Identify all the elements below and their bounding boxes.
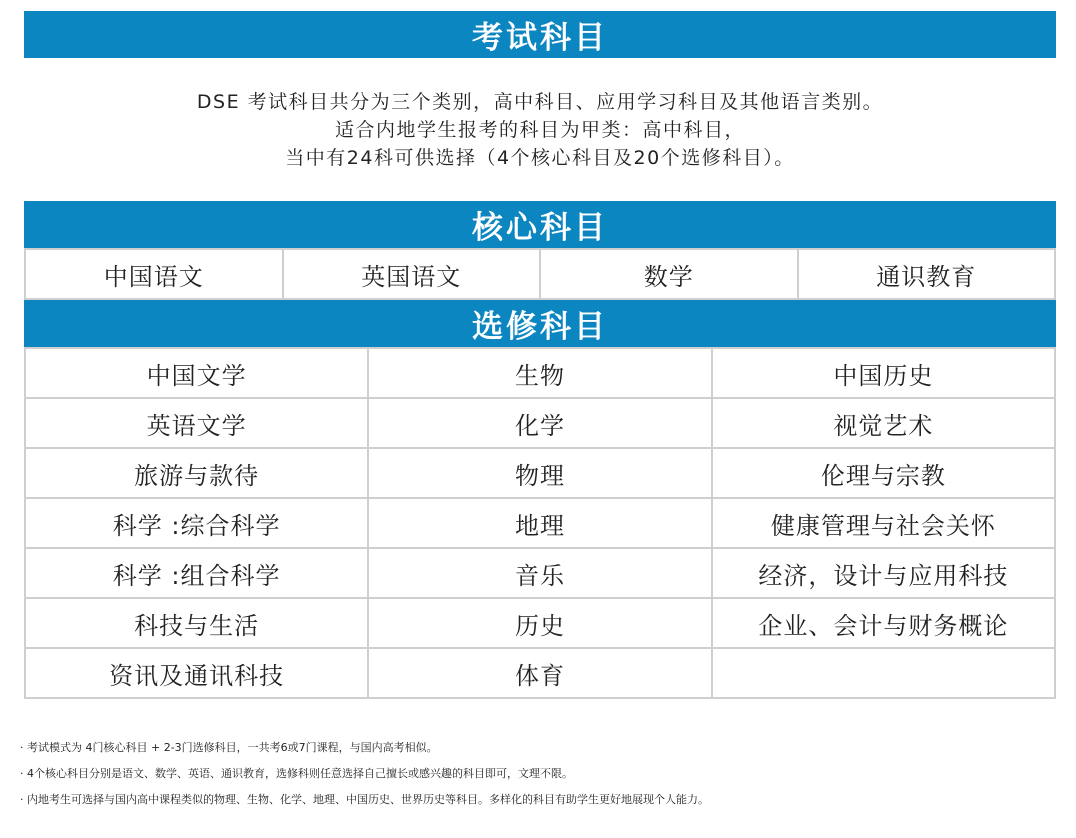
elective-subject-cell: 英语文学 xyxy=(25,398,368,448)
elective-subject-cell: 科学 :综合科学 xyxy=(25,498,368,548)
core-subject-cell: 英国语文 xyxy=(283,249,541,299)
table-row xyxy=(25,598,1055,648)
intro-text xyxy=(24,88,1056,172)
intro-line: DSE 考试科目共分为三个类别，高中科目、应用学习科目及其他语言类别。 xyxy=(196,91,884,113)
elective-subject-cell: 地理 xyxy=(368,498,711,548)
core-subjects-table xyxy=(24,248,1056,300)
elective-subjects-table xyxy=(24,347,1056,699)
table-row xyxy=(25,348,1055,398)
elective-subject-cell: 经济，设计与应用科技 xyxy=(712,548,1055,598)
elective-subject-cell: 资讯及通讯科技 xyxy=(25,648,368,698)
elective-subject-cell: 中国文学 xyxy=(25,348,368,398)
table-row xyxy=(25,249,1055,299)
elective-subject-cell: 企业、会计与财务概论 xyxy=(712,598,1055,648)
core-subject-cell: 通识教育 xyxy=(798,249,1056,299)
elective-subject-cell: 视觉艺术 xyxy=(712,398,1055,448)
elective-subject-cell: 音乐 xyxy=(368,548,711,598)
table-row xyxy=(25,398,1055,448)
core-subject-cell: 中国语文 xyxy=(25,249,283,299)
core-subject-cell: 数学 xyxy=(540,249,798,299)
intro-line: 当中有24科可供选择（4个核心科目及20个选修科目）。 xyxy=(285,147,795,169)
footnote: · 4个核心科目分别是语文、数学、英语、通识教育，选修科则任意选择自己擅长或感兴趣的科目即可，文理不限。 xyxy=(20,767,573,780)
elective-subject-cell: 旅游与款待 xyxy=(25,448,368,498)
table-row xyxy=(25,448,1055,498)
footnotes xyxy=(20,735,1060,813)
elective-subject-cell: 中国历史 xyxy=(712,348,1055,398)
elective-subject-cell: 物理 xyxy=(368,448,711,498)
elective-subject-cell: 健康管理与社会关怀 xyxy=(712,498,1055,548)
elective-subject-cell: 伦理与宗教 xyxy=(712,448,1055,498)
elective-subject-cell: 体育 xyxy=(368,648,711,698)
elective-subject-cell xyxy=(712,648,1055,698)
elective-subject-cell: 化学 xyxy=(368,398,711,448)
footnote: · 内地考生可选择与国内高中课程类似的物理、生物、化学、地理、中国历史、世界历史等科目。多样化的科目有助学生更好地展现个人能力。 xyxy=(20,793,709,806)
core-subjects-heading: 核心科目 xyxy=(24,201,1056,248)
elective-subject-cell: 历史 xyxy=(368,598,711,648)
table-row xyxy=(25,548,1055,598)
footnote: · 考试模式为 4门核心科目 + 2-3门选修科目，一共考6或7门课程，与国内高考相似。 xyxy=(20,741,438,754)
elective-subjects-heading: 选修科目 xyxy=(24,300,1056,347)
page-title: 考试科目 xyxy=(24,11,1056,58)
elective-subject-cell: 生物 xyxy=(368,348,711,398)
table-row xyxy=(25,648,1055,698)
intro-line: 适合内地学生报考的科目为甲类：高中科目， xyxy=(334,119,745,141)
elective-subject-cell: 科学 :组合科学 xyxy=(25,548,368,598)
elective-subject-cell: 科技与生活 xyxy=(25,598,368,648)
table-row xyxy=(25,498,1055,548)
